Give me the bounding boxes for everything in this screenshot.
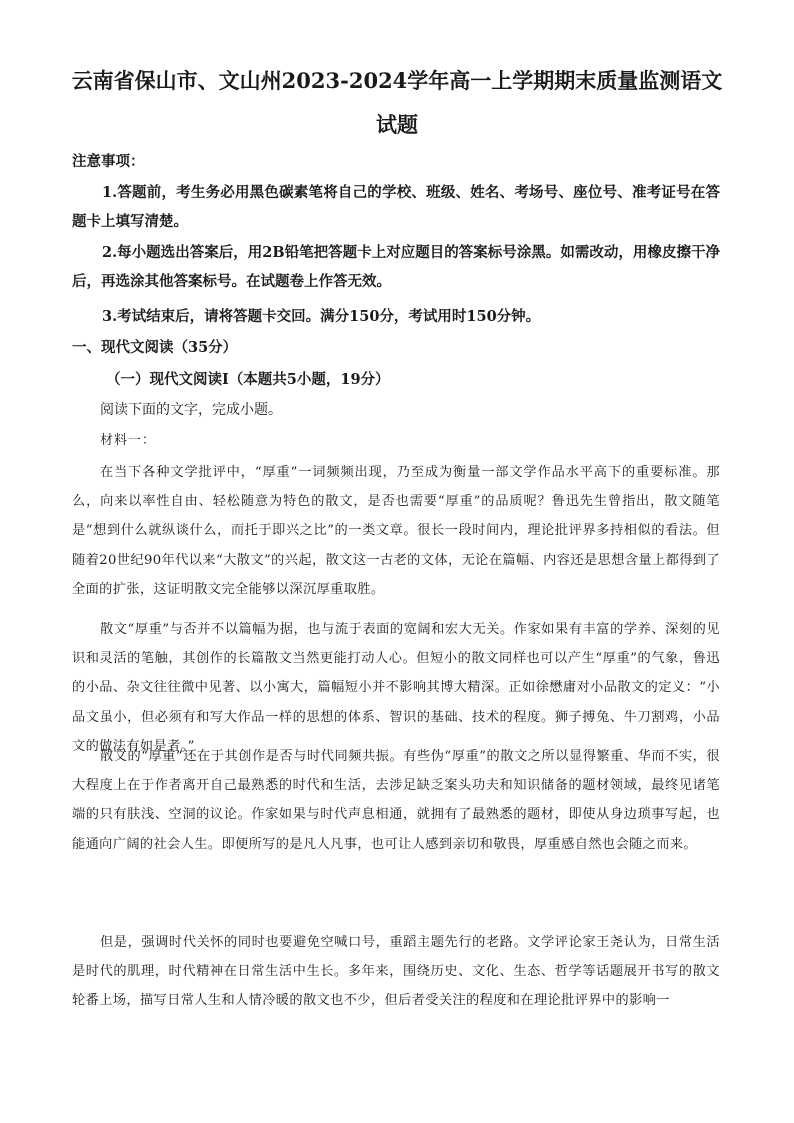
- notice-heading: 注意事项：: [72, 153, 145, 170]
- exam-title-line-2: 试题: [376, 112, 418, 137]
- material-paragraph-3: 散文的“厚重”还在于其创作是否与时代同频共振。有些伪“厚重”的散文之所以显得繁重、华而不实，很大程度上在于作者离开自己最熟悉的时代和生活，去涉足缺乏案头功夫和知识储备的题材领域，最终见诸笔端的只有肤浅、空洞的议论。作家如果与时代声息相通，就拥有了最熟悉的题材，即使从身边琐事写起，也能通向广阔的社会人生。即便所写的是凡人凡事，也可让人感到亲切和敬畏，厚重感自然也会随之而来。: [72, 749, 720, 852]
- exam-title-line-1: 云南省保山市、文山州2023-2024学年高一上学期期末质量监测语文: [71, 68, 723, 93]
- section-heading: 一、现代文阅读（35分）: [72, 339, 238, 356]
- reading-instruction: 阅读下面的文字，完成小题。: [100, 402, 282, 418]
- notice-item-1: 1.答题前，考生务必用黑色碳素笔将自己的学校、班级、姓名、考场号、座位号、准考证号在答题卡上填写清楚。: [72, 184, 720, 230]
- section-subheading: （一）现代文阅读Ⅰ（本题共5小题，19分）: [106, 371, 390, 388]
- material-paragraph-4: 但是，强调时代关怀的同时也要避免空喊口号，重蹈主题先行的老路。文学评论家王尧认为，日常生活是时代的肌理，时代精神在日常生活中生长。多年来，围绕历史、文化、生态、哲学等话题展开书写的散文轮番上场，描写日常人生和人情冷暖的散文也不少，但后者受关注的程度和在理论批评界中的影响一: [72, 935, 720, 1009]
- material-paragraph-1: 在当下各种文学批评中，“厚重”一词频频出现，乃至成为衡量一部文学作品水平高下的重要标准。那么，向来以率性自由、轻松随意为特色的散文，是否也需要“厚重”的品质呢？鲁迅先生曾指出，散文随笔是“想到什么就纵谈什么，而托于即兴之比”的一类文章。很长一段时间内，理论批评界多持相似的看法。但随着20世纪90年代以来“大散文”的兴起，散文这一古老的文体，无论在篇幅、内容还是思想含量上都得到了全面的扩张，这证明散文完全能够以深沉厚重取胜。: [72, 465, 720, 597]
- notice-item-3: 3.考试结束后，请将答题卡交回。满分150分，考试用时150分钟。: [102, 308, 541, 325]
- notice-item-2: 2.每小题选出答案后，用2B铅笔把答题卡上对应题目的答案标号涂黑。如需改动，用橡皮擦干净后，再选涂其他答案标号。在试题卷上作答无效。: [72, 244, 720, 290]
- material-label: 材料一：: [100, 433, 157, 448]
- material-paragraph-2: 散文“厚重”与否并不以篇幅为据，也与流于表面的宽阔和宏大无关。作家如果有丰富的学养、深刻的见识和灵活的笔触，其创作的长篇散文当然更能打动人心。但短小的散文同样也可以产生“厚重”的气象，鲁迅的小品、杂文往往微中见著、以小寓大，篇幅短小并不影响其博大精深。正如徐懋庸对小品散文的定义：“小品文虽小，但必须有和写大作品一样的思想的体系、智识的基础、技术的程度。狮子搏兔、牛刀割鸡，小品文的做法有如是者。”: [72, 622, 720, 754]
